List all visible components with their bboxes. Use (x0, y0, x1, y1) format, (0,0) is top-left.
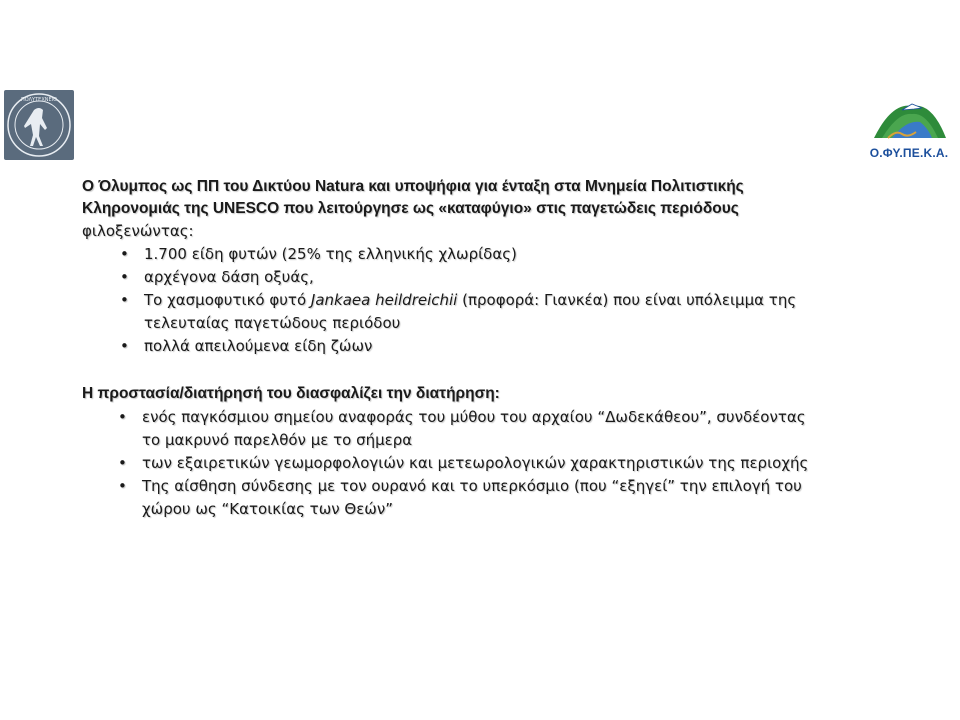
list-item-text: των εξαιρετικών γεωμορφολογιών και μετεωρολογικών χαρακτηριστικών της περιοχής (142, 454, 809, 472)
bullet-dot: • (120, 245, 129, 263)
section1-heading-line2: Κληρονομιάς της UNESCO που λειτούργησε ως «καταφύγιο» στις παγετώδεις περιόδους (82, 200, 739, 217)
bullet-dot: • (118, 477, 127, 495)
list-item (82, 475, 912, 498)
list-item-continuation (82, 429, 912, 452)
list-item-text: (προφορά: Γιανκέα) που είναι υπόλειμμα της (457, 291, 797, 309)
species-name: Jankaea heildreichii (310, 291, 458, 309)
bullet-dot: • (120, 337, 129, 355)
list-item-text: ενός παγκόσμιου σημείου αναφοράς του μύθου του αρχαίου “Δωδεκάθεου”, συνδέοντας (142, 408, 806, 426)
section1-intro: φιλοξενώντας: (82, 222, 194, 240)
list-item (82, 452, 912, 475)
list-item (82, 406, 912, 429)
ofypeka-caption: Ο.ΦΥ.ΠΕ.Κ.Α. (869, 146, 949, 160)
list-item (82, 243, 912, 266)
bullet-dot: • (120, 268, 129, 286)
list-item (82, 289, 912, 312)
list-item-text: το μακρυνό παρελθόν με το σήμερα (142, 431, 413, 449)
section1-heading-line1: Ο Όλυμπος ως ΠΠ του Δικτύου Natura και υποψήφια για ένταξη στα Μνημεία Πολιτιστικής (82, 178, 744, 195)
list-item-text: χώρου ως “Κατοικίας των Θεών” (142, 500, 394, 518)
svg-text:ΠΟΛΥΤΕΧΝΕΙΟ: ΠΟΛΥΤΕΧΝΕΙΟ (20, 97, 58, 103)
list-item-text: 1.700 είδη φυτών (25% της ελληνικής χλωρίδας) (144, 245, 517, 263)
list-item-text: Το χασμοφυτικό φυτό (144, 291, 311, 309)
slide-content (82, 176, 912, 521)
bullet-dot: • (120, 291, 129, 309)
list-item-text: πολλά απειλούμενα είδη ζώων (144, 337, 373, 355)
bullet-dot: • (118, 454, 127, 472)
ofypeka-logo (862, 98, 956, 160)
ofypeka-logo-icon (862, 98, 956, 144)
list-item-text: αρχέγονα δάση οξυάς, (144, 268, 314, 286)
section2-heading: Η προστασία/διατήρησή του διασφαλίζει την διατήρηση: (82, 385, 500, 402)
list-item (82, 335, 912, 358)
section1-list (82, 243, 912, 358)
list-item-text: τελευταίας παγετώδους περιόδου (144, 314, 401, 332)
section2-list (82, 406, 912, 521)
list-item-continuation (82, 498, 912, 521)
list-item-continuation (82, 312, 912, 335)
university-seal-icon (4, 90, 74, 160)
bullet-dot: • (118, 408, 127, 426)
list-item-text: Της αίσθηση σύνδεσης με τον ουρανό και το υπερκόσμιο (που “εξηγεί” την επιλογή του (142, 477, 802, 495)
list-item (82, 266, 912, 289)
